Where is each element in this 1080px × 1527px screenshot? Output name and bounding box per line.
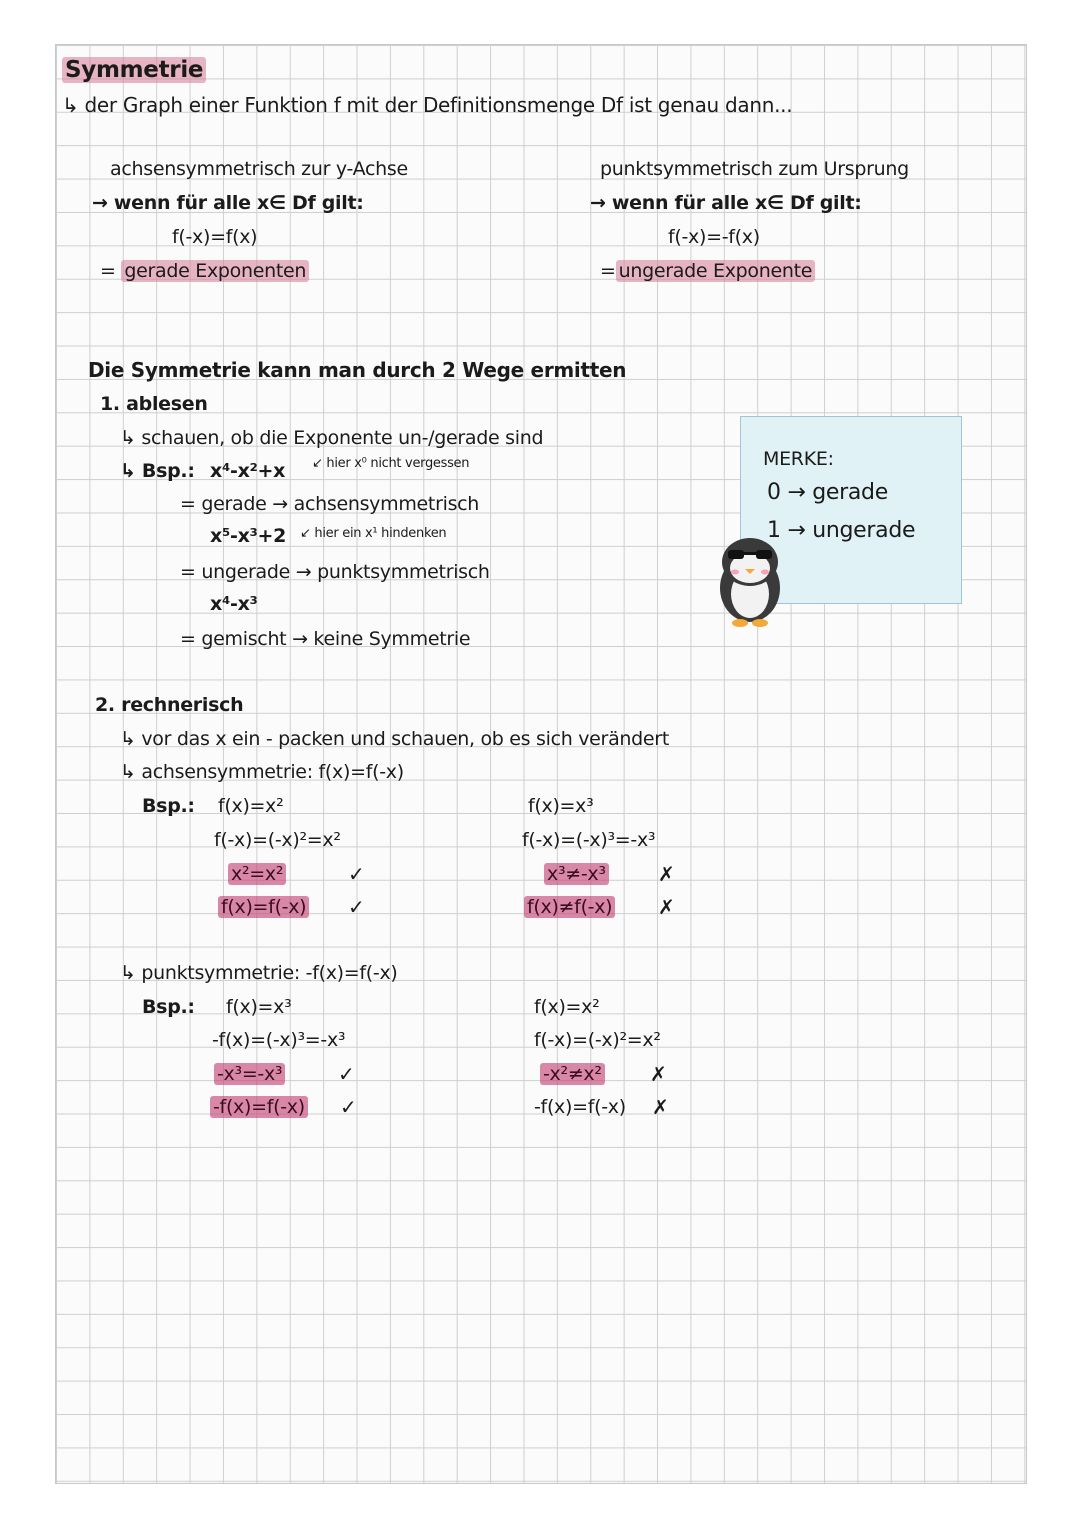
rechnerisch-line1: ↳ vor das x ein - packen und schauen, ob es sich verändert [120, 728, 669, 750]
ablesen-ex2-note: ↙ hier ein x¹ hindenken [300, 526, 447, 541]
a-left-check-1: ✓ [348, 862, 365, 886]
achsen-rule: ↳ achsensymmetrie: f(x)=f(-x) [120, 761, 404, 783]
ablesen-ex1-note: ↙ hier x⁰ nicht vergessen [312, 456, 470, 471]
a-right-cross-1: ✗ [658, 862, 675, 886]
ablesen-ex2-result: = ungerade → punktsymmetrisch [180, 561, 490, 583]
merke-title: MERKE: [763, 448, 834, 470]
bsp-label-2: Bsp.: [142, 996, 195, 1018]
a-left-check-2: ✓ [348, 895, 365, 919]
a-left-3: x²=x² [228, 862, 286, 886]
p-right-2: f(-x)=(-x)²=x² [534, 1029, 661, 1051]
achsen-result-text: gerade Exponenten [121, 260, 309, 282]
ablesen-line1: ↳ schauen, ob die Exponente un-/gerade sind [120, 427, 544, 449]
punkt-condition: → wenn für alle x∈ Df gilt: [590, 192, 862, 214]
wege-intro: Die Symmetrie kann man durch 2 Wege ermitten [88, 358, 627, 382]
p-right-4: -f(x)=f(-x) [534, 1096, 626, 1118]
achsen-formula: f(-x)=f(x) [172, 226, 258, 248]
a-right-4: f(x)≠f(-x) [524, 895, 615, 919]
a-right-cross-2: ✗ [658, 895, 675, 919]
ablesen-ex1-expr: x⁴-x²+x [210, 460, 286, 482]
a-right-1: f(x)=x³ [528, 795, 594, 817]
ablesen-ex1-result: = gerade → achsensymmetrisch [180, 493, 480, 515]
p-right-1: f(x)=x² [534, 996, 600, 1018]
merke-row-gerade: 0 → gerade [767, 480, 888, 505]
punkt-rule: ↳ punktsymmetrie: -f(x)=f(-x) [120, 962, 398, 984]
p-right-3: -x²≠x² [540, 1062, 605, 1086]
achsen-heading: achsensymmetrisch zur y-Achse [110, 158, 408, 180]
p-left-4: -f(x)=f(-x) [210, 1095, 308, 1119]
page-title: Symmetrie [62, 58, 206, 82]
p-left-3: -x³=-x³ [214, 1062, 285, 1086]
ablesen-ex3-expr: x⁴-x³ [210, 593, 258, 615]
p-left-check-1: ✓ [338, 1062, 355, 1086]
a-left-1: f(x)=x² [218, 795, 284, 817]
punkt-result-prefix: = [600, 260, 616, 282]
punkt-result-text: ungerade Exponente [616, 260, 816, 282]
achsen-condition: → wenn für alle x∈ Df gilt: [92, 192, 364, 214]
rechnerisch-heading: 2. rechnerisch [95, 694, 244, 716]
a-right-2: f(-x)=(-x)³=-x³ [522, 829, 656, 851]
ablesen-bsp-label: ↳ Bsp.: [120, 460, 195, 482]
p-left-1: f(x)=x³ [226, 996, 292, 1018]
a-left-4: f(x)=f(-x) [218, 895, 309, 919]
merke-row-ungerade: 1 → ungerade [767, 518, 916, 543]
ablesen-ex2-expr: x⁵-x³+2 [210, 525, 287, 547]
p-left-check-2: ✓ [340, 1095, 357, 1119]
ablesen-heading: 1. ablesen [100, 393, 208, 415]
punkt-formula: f(-x)=-f(x) [668, 226, 760, 248]
achsen-result-prefix: = [100, 260, 116, 282]
a-left-2: f(-x)=(-x)²=x² [214, 829, 341, 851]
p-right-cross-2: ✗ [652, 1095, 669, 1119]
punkt-heading: punktsymmetrisch zum Ursprung [600, 158, 909, 180]
ablesen-ex3-result: = gemischt → keine Symmetrie [180, 628, 471, 650]
a-right-3: x³≠-x³ [544, 862, 609, 886]
p-left-2: -f(x)=(-x)³=-x³ [212, 1029, 346, 1051]
punkt-result [600, 259, 815, 283]
p-right-cross-1: ✗ [650, 1062, 667, 1086]
bsp-label-1: Bsp.: [142, 795, 195, 817]
penguin-sticker-icon [708, 528, 794, 628]
achsen-result [100, 259, 309, 283]
intro-text: ↳ der Graph einer Funktion f mit der Definitionsmenge Df ist genau dann... [62, 93, 793, 117]
